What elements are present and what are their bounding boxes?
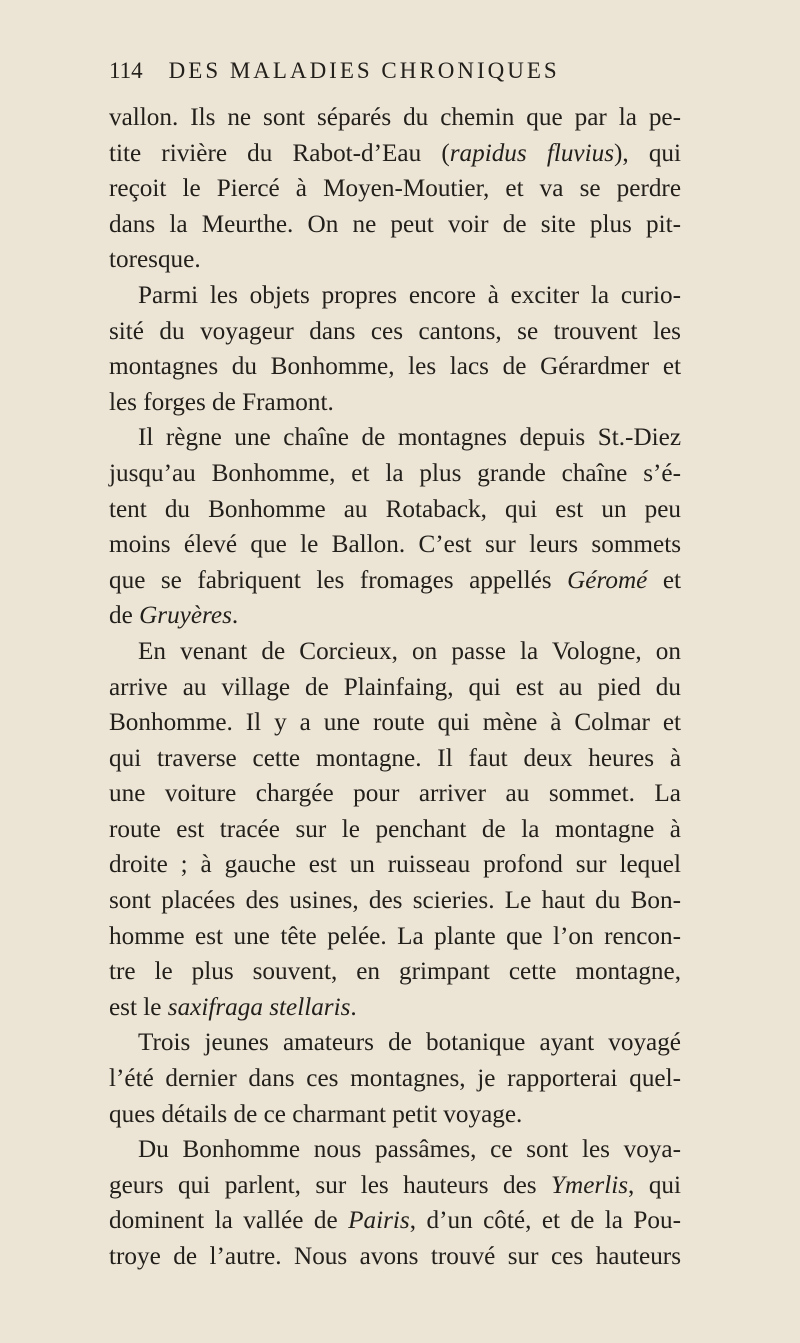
running-title: DES MALADIES CHRONIQUES [168,58,560,83]
italic-term: Pairis [348,1207,410,1235]
text-line: Trois jeunes amateurs de botanique ayant voyagé [138,1029,681,1057]
italic-term: rapidus fluvius [449,139,614,167]
running-head [109,58,679,84]
text-line: homme est une tête pelée. La plante que l’on rencon- [109,922,681,950]
text-line: troye de l’autre. Nous avons trouvé sur ces hauteurs [109,1243,681,1270]
text-line: Parmi les objets propres encore à exciter la curio- [138,281,681,309]
text-line: une voiture chargée pour arriver au sommet. La [109,780,681,808]
text-line: dominent la vallée de Pairis, d’un côté, et de la Pou- [109,1207,681,1235]
body-text [109,100,681,1275]
text-line: ques détails de ce charmant petit voyage. [109,1100,523,1128]
italic-term: Gruyères [139,602,232,630]
text-line: vallon. Ils ne sont séparés du chemin que par la pe- [109,104,681,131]
text-line: route est tracée sur le penchant de la montagne à [109,815,681,843]
text-line: jusqu’au Bonhomme, et la plus grande chaîne s’é- [109,459,681,487]
text-line: En venant de Corcieux, on passe la Vologne, on [138,637,681,665]
italic-term: Ymerlis [551,1171,629,1199]
text-line: moins élevé que le Ballon. C’est sur leurs sommets [109,531,681,559]
text-line: tent du Bonhomme au Rotaback, qui est un peu [109,495,681,523]
text-line: qui traverse cette montagne. Il faut deux heures à [109,744,681,772]
text-line: montagnes du Bonhomme, les lacs de Gérardmer et [109,353,681,381]
text-line: l’été dernier dans ces montagnes, je rapporterai quel- [109,1065,681,1093]
italic-term: saxifraga stellaris [167,993,351,1021]
text-line: reçoit le Piercé à Moyen-Moutier, et va se perdre [109,175,681,203]
text-line: est le saxifraga stellaris. [109,993,357,1021]
text-line: de Gruyères. [109,602,239,630]
text-line: tre le plus souvent, en grimpant cette montagne, [109,958,681,986]
text-line: droite ; à gauche est un ruisseau profond sur lequel [109,851,681,879]
italic-term: Géromé [567,566,648,594]
text-line: Bonhomme. Il y a une route qui mène à Colmar et [109,709,681,737]
text-line: les forges de Framont. [109,388,334,416]
text-line: dans la Meurthe. On ne peut voir de site plus pit- [109,210,681,238]
text-line: sont placées des usines, des scieries. Le haut du Bon- [109,887,681,915]
text-line: toresque. [109,246,201,274]
text-line: arrive au village de Plainfaing, qui est au pied du [109,673,681,701]
text-line: geurs qui parlent, sur les hauteurs des Ymerlis, qui [109,1171,681,1199]
text-line: Du Bonhomme nous passâmes, ce sont les voya- [138,1136,681,1164]
text-line: sité du voyageur dans ces cantons, se trouvent les [109,317,681,345]
text-line: tite rivière du Rabot-d’Eau (rapidus fluvius), qui [109,139,682,167]
text-line: Il règne une chaîne de montagnes depuis St.-Diez [138,424,681,452]
text-line: que se fabriquent les fromages appellés Géromé et [109,566,681,594]
page-number: 114 [109,58,143,83]
